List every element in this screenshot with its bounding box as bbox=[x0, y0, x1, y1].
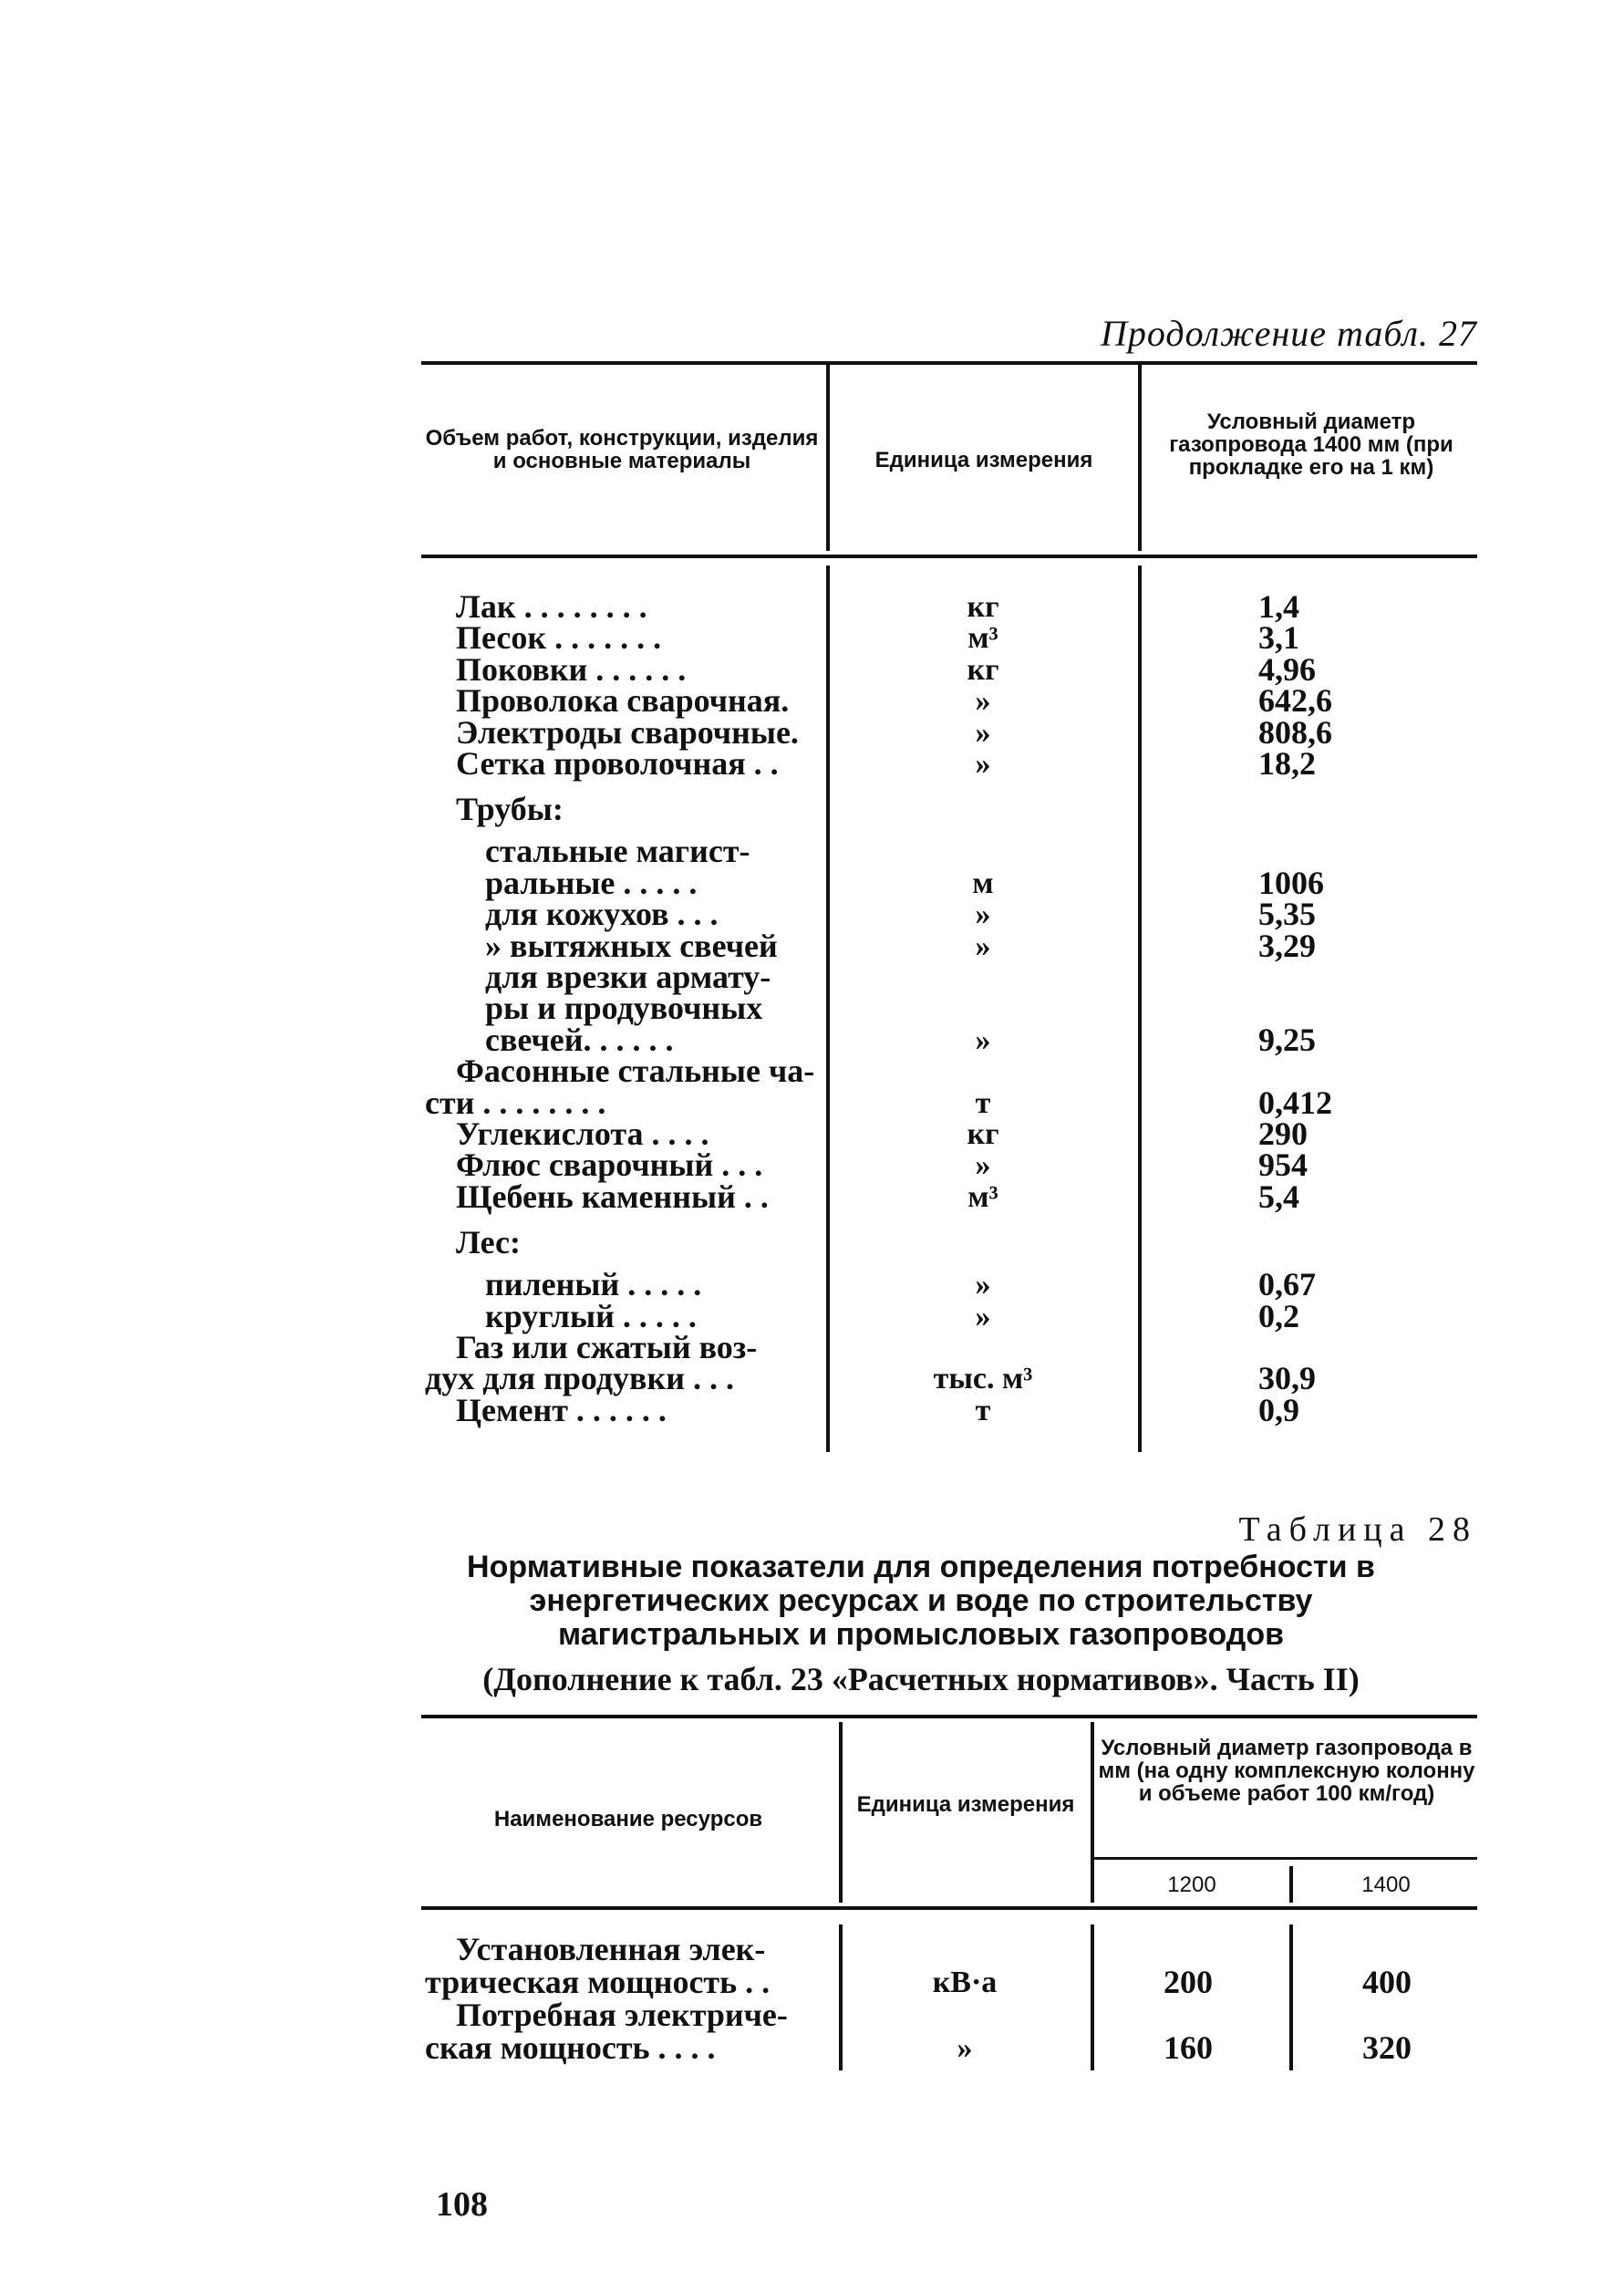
t27-row-value: 18,2 bbox=[1258, 745, 1316, 782]
t28-header-col2: Единица измерения bbox=[856, 1792, 1075, 1817]
t28-label: Таблица 28 bbox=[1238, 1510, 1477, 1549]
t27-row-unit: тыс. м³ bbox=[933, 1362, 1033, 1396]
t28-header-1400: 1400 bbox=[1361, 1873, 1411, 1897]
t27-row-value: 1,4 bbox=[1258, 588, 1299, 625]
t28-top-rule bbox=[421, 1715, 1477, 1718]
t28-subtitle: (Дополнение к табл. 23 «Расчетных нормативов». Часть II) bbox=[482, 1661, 1360, 1697]
t27-row-name: пиленый . . . . . bbox=[485, 1266, 702, 1303]
t28-header-col3: Условный диаметр газопровода в мм (на одну комплексную колонну и объеме работ 100 км/год) bbox=[1098, 1736, 1475, 1806]
t28-title: Нормативные показатели для определения потребности в энергетических ресурсах и воде по строительству магистральных и промысловых газопроводов bbox=[467, 1550, 1375, 1652]
t27-row-unit: кг bbox=[967, 652, 999, 687]
t27-row-unit: м³ bbox=[967, 1179, 998, 1214]
t27-row-name: Трубы: bbox=[456, 791, 564, 828]
t27-row-unit: кг bbox=[967, 1117, 999, 1151]
t27-row-name: ры и продувочных bbox=[485, 990, 763, 1027]
page-number: 108 bbox=[436, 2185, 488, 2224]
t27-row-name: Поковки . . . . . . bbox=[456, 650, 687, 688]
t28-row-value-1400: 400 bbox=[1362, 1964, 1412, 2000]
t27-col-divider-1 bbox=[826, 363, 830, 551]
t27-header-rule bbox=[421, 555, 1477, 558]
t27-row-name: Электроды сварочные. bbox=[456, 713, 799, 751]
t28-row-name-line1: Потребная электриче- bbox=[456, 1997, 788, 2033]
t27-row-name: для врезки армату- bbox=[485, 959, 771, 995]
t27-row-unit: т bbox=[975, 1085, 991, 1120]
t27-row-name: » вытяжных свечей bbox=[485, 927, 778, 964]
t27-row-value: 954 bbox=[1258, 1146, 1308, 1184]
continuation-caption: Продолжение табл. 27 bbox=[1100, 313, 1477, 354]
t28-row-value-1400: 320 bbox=[1362, 2029, 1412, 2066]
t27-col-divider-2 bbox=[1138, 363, 1142, 551]
t27-row-name: для кожухов . . . bbox=[485, 896, 719, 933]
t27-row-value: 0,2 bbox=[1258, 1297, 1299, 1334]
t27-row-value: 0,9 bbox=[1258, 1391, 1299, 1428]
t28-header-rule bbox=[421, 1906, 1477, 1910]
t27-row-value: 4,96 bbox=[1258, 650, 1316, 688]
t27-header-col2: Единица измерения bbox=[874, 448, 1093, 472]
t27-row-name: сти . . . . . . . . bbox=[425, 1084, 606, 1121]
t27-row-name: ральные . . . . . bbox=[485, 864, 698, 901]
t28-row-value-1200: 200 bbox=[1164, 1964, 1213, 2000]
t27-row-value: 0,412 bbox=[1258, 1084, 1332, 1121]
t27-row-name: круглый . . . . . bbox=[485, 1297, 697, 1334]
t27-row-value: 642,6 bbox=[1258, 682, 1332, 720]
t27-row-name: дух для продувки . . . bbox=[425, 1360, 734, 1397]
t27-row-value: 5,4 bbox=[1258, 1177, 1299, 1215]
t27-row-unit: » bbox=[975, 747, 991, 781]
t27-row-name: Газ или сжатый воз- bbox=[456, 1329, 758, 1365]
t27-row-unit: » bbox=[975, 929, 991, 963]
t27-row-unit: кг bbox=[967, 590, 999, 624]
t27-row-unit: т bbox=[975, 1393, 991, 1427]
t28-sub-divider bbox=[1289, 1866, 1293, 1903]
t27-row-name: Цемент . . . . . . bbox=[456, 1391, 667, 1428]
t28-subheader-rule bbox=[1094, 1857, 1477, 1860]
t27-row-unit: » bbox=[975, 1268, 991, 1302]
t28-header-1200: 1200 bbox=[1167, 1873, 1216, 1897]
t27-row-name: Проволока сварочная. bbox=[456, 682, 790, 720]
t27-row-unit: » bbox=[975, 684, 991, 719]
t27-row-unit: м³ bbox=[967, 621, 998, 656]
t27-top-rule bbox=[421, 361, 1477, 365]
t27-row-name: Фасонные стальные ча- bbox=[456, 1053, 815, 1090]
t27-row-name: Лес: bbox=[456, 1224, 521, 1261]
t27-row-value: 1006 bbox=[1258, 864, 1324, 901]
t27-body-divider-2 bbox=[1138, 565, 1142, 1452]
t27-row-value: 808,6 bbox=[1258, 713, 1332, 751]
t28-body-divider-3 bbox=[1289, 1924, 1293, 2070]
t27-row-value: 3,29 bbox=[1258, 927, 1316, 964]
t27-row-name: Флюс сварочный . . . bbox=[456, 1146, 763, 1184]
t28-row-name-line1: Установленная элек- bbox=[456, 1931, 766, 1967]
t28-header-col1: Наименование ресурсов bbox=[493, 1807, 763, 1831]
t27-row-value: 5,35 bbox=[1258, 896, 1316, 933]
t27-row-name: Углекислота . . . . bbox=[456, 1115, 709, 1152]
t28-row-unit: кВ·а bbox=[932, 1966, 998, 1999]
t27-row-name: Песок . . . . . . . bbox=[456, 619, 662, 657]
t27-row-unit: » bbox=[975, 1148, 991, 1183]
t27-row-name: свечей. . . . . . bbox=[485, 1021, 674, 1058]
t28-row-value-1200: 160 bbox=[1164, 2029, 1213, 2066]
t27-row-name: Щебень каменный . . bbox=[456, 1177, 769, 1215]
t28-row-name-line2: трическая мощность . . bbox=[425, 1964, 771, 2000]
t27-row-unit: » bbox=[975, 897, 991, 932]
t27-row-unit: м bbox=[972, 866, 994, 900]
t27-row-name: стальные магист- bbox=[485, 833, 750, 870]
t27-row-unit: » bbox=[975, 1299, 991, 1333]
t27-header-col3: Условный диаметр газопровода 1400 мм (при прокладке его на 1 км) bbox=[1169, 410, 1453, 480]
t27-row-value: 9,25 bbox=[1258, 1021, 1316, 1058]
t28-col-divider-1 bbox=[839, 1722, 843, 1903]
t27-row-unit: » bbox=[975, 715, 991, 750]
t28-body-divider-2 bbox=[1091, 1924, 1094, 2070]
t27-row-name: Сетка проволочная . . bbox=[456, 745, 779, 782]
t28-row-name-line2: ская мощность . . . . bbox=[425, 2029, 716, 2066]
t27-row-name: Лак . . . . . . . . bbox=[456, 588, 647, 625]
t27-body-divider-1 bbox=[826, 565, 830, 1452]
t27-row-value: 3,1 bbox=[1258, 619, 1299, 657]
t27-row-value: 290 bbox=[1258, 1115, 1308, 1152]
t27-row-unit: » bbox=[975, 1022, 991, 1057]
t27-row-value: 0,67 bbox=[1258, 1266, 1316, 1303]
t28-col-divider-2 bbox=[1091, 1722, 1094, 1903]
t28-body-divider-1 bbox=[839, 1924, 843, 2070]
t28-row-unit: » bbox=[957, 2031, 973, 2065]
t27-row-value: 30,9 bbox=[1258, 1360, 1316, 1397]
t27-header-col1: Объем работ, конструкции, изделия и основные материалы bbox=[425, 426, 819, 473]
